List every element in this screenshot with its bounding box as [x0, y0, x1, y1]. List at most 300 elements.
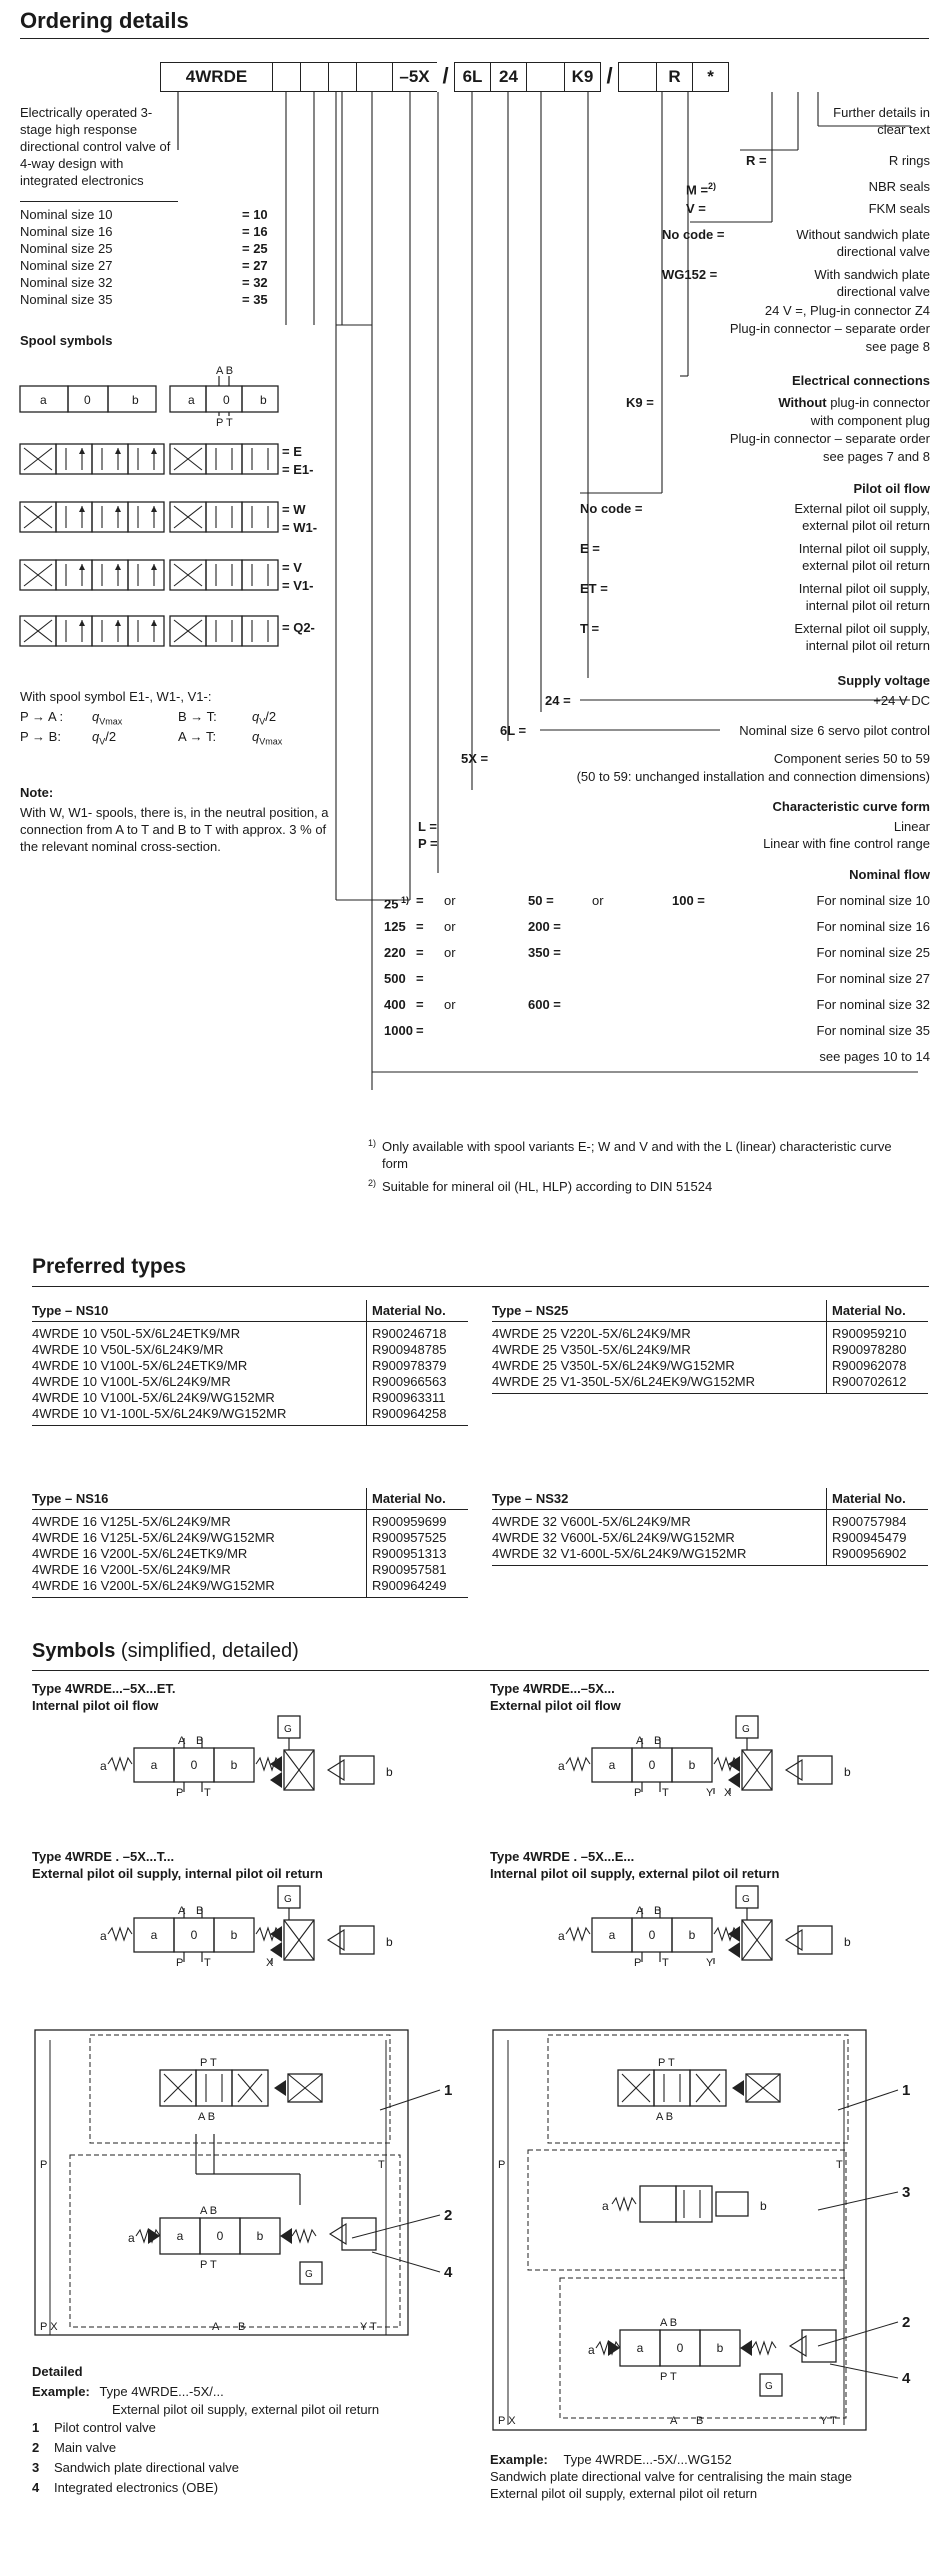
symbols-title-bold: Symbols [32, 1640, 116, 1662]
valve-label: a [602, 2199, 609, 2213]
type-code-box: K9 [564, 62, 601, 92]
legend-item [32, 2418, 352, 2438]
material-cell: R900963311 [367, 1390, 469, 1406]
port-label: P X [40, 2321, 58, 2333]
type-cell: 4WRDE 16 V200L-5X/6L24K9/WG152MR [32, 1578, 367, 1598]
port-label: T [836, 2159, 843, 2171]
flow-rate: $q_{Vmax}$ [252, 729, 283, 747]
valve-label: a [150, 1758, 158, 1772]
type-cell: 4WRDE 32 V600L-5X/6L24K9/WG152MR [492, 1530, 735, 1545]
sym4-line2: Internal pilot oil supply, external pilot oil return [490, 1866, 780, 1881]
valve-label: a [588, 2343, 595, 2357]
flow-text: For nominal size 25 [816, 945, 930, 960]
type-cell: 4WRDE 10 V100L-5X/6L24K9/MR [32, 1374, 231, 1389]
nominal-size-label: Nominal size 16 [20, 224, 113, 239]
series-text: (50 to 59: unchanged installation and connection dimensions) [576, 769, 930, 784]
callout-line [838, 2090, 898, 2110]
spool-label: a [188, 393, 195, 407]
type-code-box: 24 [490, 62, 527, 92]
port-label: P [634, 1957, 642, 1969]
transducer-label: G [284, 1894, 292, 1905]
callout-line [380, 2090, 440, 2110]
callout-main-valve: 2 [902, 2314, 911, 2331]
legend-number: 2 [32, 2440, 40, 2455]
transducer-label: G [284, 1724, 292, 1735]
footnote-text: Only available with spool variants E-; W and V and with the L (linear) characteristic curve form [382, 1139, 892, 1171]
nominal-size-label: Nominal size 27 [20, 258, 113, 273]
port-label: P [40, 2159, 48, 2171]
nominal-size-label: Nominal size 35 [20, 292, 113, 307]
valve-label: a [558, 1929, 565, 1943]
pilot-text: Internal pilot oil supply, [798, 581, 930, 596]
flow-code: 500 [384, 971, 406, 986]
spool-code: = E [282, 444, 302, 459]
example-left-text: External pilot oil supply, external pilot oil return [112, 2402, 380, 2417]
detailed-left [35, 2030, 453, 2335]
port-label: T [204, 1957, 211, 1969]
port-label: A [636, 1735, 644, 1747]
type-code-box: 4WRDE [160, 62, 273, 92]
valve-label: b [844, 1765, 851, 1779]
port-label: P T [658, 2057, 675, 2069]
port-label: B [654, 1905, 662, 1917]
port-label: P T [200, 2057, 217, 2069]
main-stage-frame [560, 2278, 846, 2418]
type-code-box: / [606, 63, 613, 88]
sym1-line1: Type 4WRDE...–5X...ET. [32, 1681, 176, 1696]
callout-line [372, 2252, 440, 2272]
spool-code: = Q2- [282, 620, 315, 635]
preferred-title: Preferred types [32, 1255, 187, 1278]
material-cell: R900957525 [367, 1530, 469, 1546]
flow-code: 220 [384, 945, 406, 960]
electronics-triangle [790, 2336, 806, 2356]
port-label: P T [216, 417, 233, 429]
pilot-text: Internal pilot oil supply, [798, 541, 930, 556]
material-cell: R900246718 [367, 1322, 469, 1343]
flow-eq: = [416, 971, 424, 986]
nominal-size-code: = 32 [242, 275, 268, 290]
type-cell: 4WRDE 25 V350L-5X/6L24K9/WG152MR [492, 1358, 735, 1373]
valve-label: 0 [216, 2229, 224, 2243]
type-cell: 4WRDE 10 V100L-5X/6L24ETK9/MR [32, 1358, 248, 1373]
material-cell: R900964249 [367, 1578, 469, 1598]
flow-eq: = [416, 1023, 424, 1038]
flow-text: For nominal size 10 [816, 893, 930, 908]
main-stage-frame [70, 2155, 400, 2327]
flow-from: A → T: [178, 729, 217, 744]
flow-rate: $q_{Vmax}$ [92, 709, 123, 727]
symbols-title-rest: (simplified, detailed) [115, 1640, 299, 1662]
electrical-text: Plug-in connector – separate order [729, 431, 930, 446]
spring-symbol [612, 2198, 636, 2210]
electrical-bold: Without [778, 395, 831, 410]
callout-electronics: 4 [902, 2370, 911, 2387]
flow-rate: $q_V/2$ [92, 729, 117, 747]
supply-text: +24 V DC [873, 693, 930, 708]
table-header-type: Type – NS10 [32, 1300, 367, 1322]
note-text: With W, W1- spools, there is, in the neutral position, a connection from A to T and B to T with approx. 3 % of the relevant nominal cross-section. [20, 805, 329, 854]
legend-text: Pilot control valve [54, 2420, 156, 2435]
flow-eq: = [416, 997, 424, 1012]
port-label: A [670, 2415, 678, 2427]
sandwich-code: WG152 = [662, 267, 718, 282]
flow-text: For nominal size 16 [816, 919, 930, 934]
legend-item [32, 2458, 352, 2478]
detailed-title: Detailed [32, 2364, 83, 2379]
seal-text: NBR seals [868, 179, 930, 194]
type-cell: 4WRDE 32 V1-600L-5X/6L24K9/WG152MR [492, 1546, 827, 1566]
flow-text: For nominal size 27 [816, 971, 930, 986]
spool-label: 0 [223, 393, 230, 407]
material-cell: R900959210 [827, 1322, 929, 1343]
flow-code: 100 = [672, 893, 705, 908]
spool-code: = W [282, 502, 306, 517]
table-header-material: Material No. [827, 1300, 929, 1322]
note-title: Note: [20, 785, 54, 800]
valve-label: a [150, 1928, 158, 1942]
flow-text: For nominal size 35 [816, 1023, 930, 1038]
material-cell: R900956902 [827, 1546, 929, 1566]
material-cell: R900978379 [367, 1358, 469, 1374]
spring-symbol [292, 2230, 316, 2242]
transducer-label: G [742, 1894, 750, 1905]
type-cell: 4WRDE 10 V50L-5X/6L24ETK9/MR [32, 1326, 241, 1341]
further-details: Further details in clear text [833, 105, 930, 137]
valve-cell [654, 2070, 690, 2106]
port-label: P T [660, 2371, 677, 2383]
spool-label: a [40, 393, 47, 407]
type-cell: 4WRDE 25 V350L-5X/6L24K9/MR [492, 1342, 691, 1357]
type-code-box: * [692, 62, 729, 92]
valve-label: a [100, 1929, 107, 1943]
sym4-line1: Type 4WRDE . –5X...E... [490, 1849, 635, 1864]
table-header-type: Type – NS16 [32, 1488, 367, 1510]
type-cell: 4WRDE 16 V125L-5X/6L24K9/WG152MR [32, 1530, 275, 1545]
sym1-line2: Internal pilot oil flow [32, 1698, 159, 1713]
material-cell: R900957581 [367, 1562, 469, 1578]
type-code-box: 6L [454, 62, 491, 92]
type-code-box: / [442, 63, 449, 88]
flow-see-pages: see pages 10 to 14 [819, 1049, 930, 1064]
valve-label: b [688, 1928, 696, 1942]
solenoid-box [716, 2192, 748, 2216]
example-left-type: Type 4WRDE...-5X/... [99, 2384, 224, 2399]
pilot-text: external pilot oil return [802, 518, 930, 533]
pilot-code: E = [580, 541, 600, 556]
type-cell: 4WRDE 16 V200L-5X/6L24ETK9/MR [32, 1546, 248, 1561]
callout-electronics: 4 [444, 2264, 453, 2281]
port-label: A B [198, 2111, 216, 2123]
valve-label: b [256, 2229, 264, 2243]
example-right-type: Type 4WRDE...-5X/...WG152 [563, 2452, 732, 2467]
flow-or: or [444, 945, 456, 960]
material-cell: R900964258 [367, 1406, 469, 1426]
port-label: P [176, 1957, 184, 1969]
type-cell: 4WRDE 25 V220L-5X/6L24K9/MR [492, 1326, 691, 1341]
legend-number: 4 [32, 2480, 40, 2495]
valve-label: b [386, 1935, 393, 1949]
example-label: Example: [32, 2384, 90, 2399]
flow-code: 125 [384, 919, 406, 934]
footnote-number: 2) [368, 1178, 377, 1188]
valve-label: a [128, 2231, 135, 2245]
seal-code: V = [686, 201, 706, 216]
valve-label: a [608, 1758, 616, 1772]
pilot-code: ET = [580, 581, 608, 596]
flow-or: or [444, 997, 456, 1012]
solenoid-arrow [274, 2080, 286, 2096]
nominal-size-code: = 27 [242, 258, 268, 273]
valve-label: b [230, 1758, 238, 1772]
valve-label: a [558, 1759, 565, 1773]
example-label-right: Example: [490, 2452, 548, 2467]
curve-text: Linear [893, 819, 930, 834]
spool-label: b [260, 393, 267, 407]
material-cell: R900945479 [827, 1530, 929, 1546]
flow-or: or [444, 893, 456, 908]
footnote-ref: 1) [398, 895, 409, 905]
servo-text: Nominal size 6 servo pilot control [739, 723, 930, 738]
callout-pilot-valve: 1 [902, 2082, 911, 2099]
legend-text: Integrated electronics (OBE) [54, 2480, 219, 2495]
flow-or: or [592, 893, 604, 908]
footnote-number: 1) [368, 1138, 377, 1148]
sandwich-code: No code = [662, 227, 725, 242]
flow-code: 350 = [528, 945, 561, 960]
pilot-title: Pilot oil flow [853, 481, 930, 496]
type-code-box: –5X [392, 62, 437, 92]
type-cell: 4WRDE 16 V200L-5X/6L24K9/MR [32, 1562, 231, 1577]
callout-line [818, 2192, 898, 2210]
port-label: B [654, 1735, 662, 1747]
footnote-text: Suitable for mineral oil (HL, HLP) according to DIN 51524 [382, 1179, 713, 1194]
sandwich-extra: see page 8 [865, 339, 930, 354]
flow-eq: = [416, 945, 424, 960]
electrical-text: with component plug [810, 413, 930, 428]
valve-label: b [760, 2199, 767, 2213]
symbol-legend [32, 2418, 352, 2498]
material-cell: R900948785 [367, 1342, 469, 1358]
solenoid-arrow [732, 2080, 744, 2096]
port-label: A [178, 1905, 186, 1917]
valve-label: a [176, 2229, 184, 2243]
supply-code: 24 = [545, 693, 571, 708]
callout-main-valve: 2 [444, 2207, 453, 2224]
valve-label: a [636, 2341, 644, 2355]
port-label: P X [498, 2415, 516, 2427]
sandwich-text: Without sandwich plate directional valve [796, 227, 930, 259]
seal-text: FKM seals [868, 201, 930, 216]
table-header-type: Type – NS25 [492, 1300, 827, 1322]
sym3-line2: External pilot oil supply, internal pilot oil return [32, 1866, 323, 1881]
flow-title: Nominal flow [849, 867, 930, 882]
port-label: Y T [820, 2415, 837, 2427]
table-header-type: Type – NS32 [492, 1488, 827, 1510]
valve-label: a [608, 1928, 616, 1942]
valve-cell [676, 2186, 712, 2222]
material-cell: R900959699 [367, 1510, 469, 1531]
pilot-stage-frame [90, 2035, 390, 2143]
seal-code: R = [746, 153, 767, 168]
port-label: X [266, 1957, 274, 1969]
flow-from: P → A : [20, 709, 64, 724]
valve-label: 0 [190, 1758, 198, 1772]
flow-rate: $q_V/2$ [252, 709, 277, 727]
table-header-material: Material No. [827, 1488, 929, 1510]
valve-label: b [386, 1765, 393, 1779]
sandwich-extra: Plug-in connector – separate order [729, 321, 930, 336]
material-cell: R900951313 [367, 1546, 469, 1562]
pilot-arrow [608, 2340, 620, 2356]
legend-item [32, 2478, 352, 2498]
pilot-arrow [148, 2228, 160, 2244]
sandwich-text: With sandwich plate directional valve [814, 267, 930, 299]
port-label: P [498, 2159, 506, 2171]
port-label: B [238, 2321, 246, 2333]
port-label: A B [656, 2111, 674, 2123]
valve-cell [196, 2070, 232, 2106]
example-left [32, 2383, 224, 2400]
electrical-title: Electrical connections [792, 373, 930, 388]
spool-code: = V1- [282, 578, 314, 593]
sym3-line1: Type 4WRDE . –5X...T... [32, 1849, 175, 1864]
type-cell: 4WRDE 10 V100L-5X/6L24K9/WG152MR [32, 1390, 275, 1405]
callout-line [830, 2364, 898, 2378]
supply-title: Supply voltage [837, 673, 930, 688]
port-label: Y T [360, 2321, 377, 2333]
pilot-text: internal pilot oil return [805, 638, 930, 653]
material-cell: R900962078 [827, 1358, 929, 1374]
valve-label: a [100, 1759, 107, 1773]
spool-code: = E1- [282, 462, 314, 477]
port-label: A B [200, 2205, 218, 2217]
port-label: P T [200, 2259, 217, 2271]
legend-number: 1 [32, 2420, 40, 2435]
spool-label: 0 [84, 393, 91, 407]
flow-from: B → T: [178, 709, 217, 724]
valve-label: b [844, 1935, 851, 1949]
port-label: A [212, 2321, 220, 2333]
electrical-code: K9 = [626, 395, 654, 410]
sym2-line1: Type 4WRDE...–5X... [490, 1681, 615, 1696]
port-label: Y [706, 1957, 714, 1969]
table-header-material: Material No. [367, 1488, 469, 1510]
pilot-text: External pilot oil supply, [794, 501, 930, 516]
legend-text: Sandwich plate directional valve [54, 2460, 239, 2475]
curve-text: Linear with fine control range [763, 836, 930, 851]
legend-number: 3 [32, 2460, 40, 2475]
valve-cell [640, 2186, 676, 2222]
type-cell: 4WRDE 25 V1-350L-5X/6L24EK9/WG152MR [492, 1374, 827, 1394]
legend-item [32, 2438, 352, 2458]
type-cell: 4WRDE 32 V600L-5X/6L24K9/MR [492, 1514, 691, 1529]
example-right [490, 2451, 732, 2468]
valve-label: b [688, 1758, 696, 1772]
seal-text: R rings [888, 153, 930, 168]
table-header-material: Material No. [367, 1300, 469, 1322]
transducer-label: G [765, 2381, 773, 2392]
spool-title: Spool symbols [20, 333, 113, 348]
sym2-line2: External pilot oil flow [490, 1698, 621, 1713]
electrical-text: Without plug-in connector [778, 395, 930, 410]
electronics-box [342, 2218, 376, 2250]
type-cell: 4WRDE 16 V125L-5X/6L24K9/MR [32, 1514, 231, 1529]
valve-label: 0 [676, 2341, 684, 2355]
spool-note-head: With spool symbol E1-, W1-, V1-: [20, 689, 212, 704]
ordering-title: Ordering details [20, 8, 189, 33]
spool-code: = W1- [282, 520, 318, 535]
valve-label: b [716, 2341, 724, 2355]
transducer-label: G [305, 2269, 313, 2280]
curve-code: P = [418, 836, 438, 851]
footnote-ref: 2) [708, 181, 717, 191]
pilot-arrow [280, 2228, 292, 2244]
valve-label: 0 [190, 1928, 198, 1942]
callout-line [818, 2322, 898, 2346]
flow-code: 400 [384, 997, 406, 1012]
servo-code: 6L = [500, 723, 527, 738]
sandwich-extra: 24 V =, Plug-in connector Z4 [764, 303, 930, 318]
flow-code: 600 = [528, 997, 561, 1012]
pilot-text: External pilot oil supply, [794, 621, 930, 636]
port-label: P [176, 1787, 184, 1799]
valve-label: b [230, 1928, 238, 1942]
pilot-text: external pilot oil return [802, 558, 930, 573]
nominal-size-code: = 10 [242, 207, 268, 222]
nominal-size-code: = 35 [242, 292, 268, 307]
port-label: T [662, 1787, 669, 1799]
valve-label: 0 [648, 1928, 656, 1942]
port-label: T [378, 2159, 385, 2171]
flow-code: 1000 [384, 1023, 413, 1038]
port-label: A [636, 1905, 644, 1917]
material-cell: R900966563 [367, 1374, 469, 1390]
example-right-desc: Sandwich plate directional valve for centralising the main stage [490, 2469, 853, 2484]
flow-code: 25 $^{1)}$ [384, 895, 409, 912]
flow-from: P → B: [20, 729, 61, 744]
electrical-text: see pages 7 and 8 [823, 449, 930, 464]
port-label: A B [660, 2317, 678, 2329]
seal-code: M =$^{2)}$ [686, 181, 717, 198]
flow-or: or [444, 919, 456, 934]
pilot-code: No code = [580, 501, 643, 516]
electronics-triangle [330, 2224, 346, 2244]
port-label: Y [706, 1787, 714, 1799]
port-label: B [196, 1905, 204, 1917]
port-label: T [662, 1957, 669, 1969]
port-label: T [204, 1787, 211, 1799]
port-label: X [724, 1787, 732, 1799]
port-label: B [196, 1735, 204, 1747]
valve-label: 0 [648, 1758, 656, 1772]
flow-text: For nominal size 32 [816, 997, 930, 1012]
nominal-size-label: Nominal size 32 [20, 275, 113, 290]
port-label: A [178, 1735, 186, 1747]
pilot-stage-frame [548, 2035, 848, 2143]
spool-code: = V [282, 560, 302, 575]
flow-code: 50 = [528, 893, 554, 908]
flow-eq: = [416, 893, 424, 908]
pilot-text: internal pilot oil return [805, 598, 930, 613]
series-text: Component series 50 to 59 [773, 751, 930, 766]
spool-label: b [132, 393, 139, 407]
flow-code: 200 = [528, 919, 561, 934]
flow-eq: = [416, 919, 424, 934]
port-label: P [634, 1787, 642, 1799]
port-label: A B [216, 365, 234, 377]
material-cell: R900757984 [827, 1510, 929, 1531]
